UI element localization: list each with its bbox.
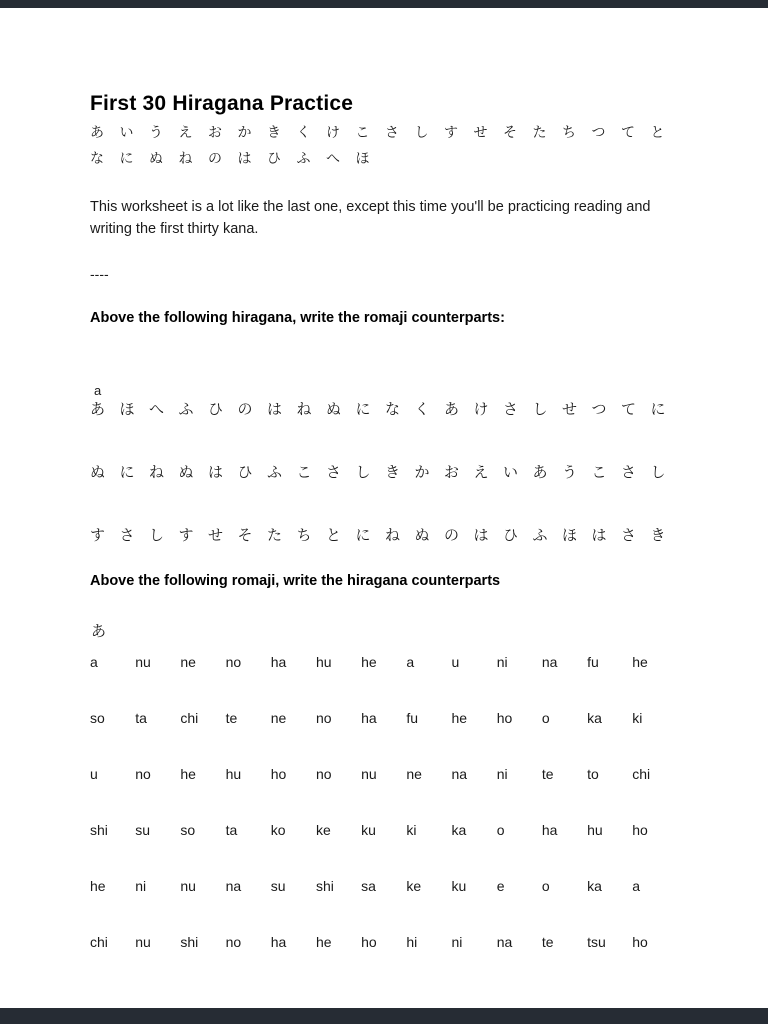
kana-char: い	[503, 464, 519, 481]
hiragana-practice-row-1	[90, 400, 698, 419]
kana-char: ぬ	[149, 150, 163, 166]
kana-char: に	[650, 401, 666, 418]
kana-char: き	[267, 124, 281, 140]
romaji-syllable: o	[541, 710, 550, 726]
kana-char: く	[414, 401, 430, 418]
kana-char: と	[326, 527, 342, 544]
kana-char: ち	[296, 527, 312, 544]
romaji-syllable: ho	[361, 934, 377, 950]
romaji-syllable: he	[361, 654, 377, 670]
romaji-syllable: he	[451, 710, 468, 726]
viewer-top-bar	[0, 0, 768, 8]
romaji-syllable: ha	[361, 710, 377, 726]
kana-char: の	[237, 401, 253, 418]
kana-char: え	[178, 124, 193, 140]
romaji-syllable: sa	[361, 878, 376, 894]
kana-char: せ	[562, 401, 578, 418]
romaji-syllable: chi	[90, 934, 108, 950]
kana-char: ひ	[237, 464, 253, 481]
romaji-syllable: ha	[270, 934, 287, 950]
romaji-syllable: shi	[180, 934, 199, 950]
romaji-syllable: a	[90, 654, 98, 670]
kana-char: に	[355, 527, 371, 544]
kana-char: つ	[591, 401, 607, 418]
kana-char: の	[208, 150, 222, 166]
kana-char: と	[650, 124, 665, 140]
romaji-syllable: tsu	[587, 934, 606, 950]
romaji-practice-row-6	[90, 934, 698, 950]
romaji-syllable: ne	[270, 710, 287, 726]
viewer-bottom-bar	[0, 1008, 768, 1024]
kana-char: お	[208, 124, 222, 140]
kana-char: さ	[503, 401, 519, 418]
romaji-syllable: so	[180, 822, 196, 838]
romaji-syllable: he	[315, 934, 332, 950]
romaji-syllable: shi	[90, 822, 108, 838]
romaji-syllable: ku	[451, 878, 467, 894]
kana-char: ひ	[503, 527, 519, 544]
romaji-syllable: hu	[225, 766, 242, 782]
romaji-syllable: na	[225, 878, 242, 894]
romaji-syllable: so	[90, 710, 105, 726]
romaji-syllable: nu	[180, 878, 196, 894]
kana-char: そ	[503, 124, 517, 140]
kana-char: て	[621, 401, 637, 418]
kana-char: た	[267, 527, 283, 544]
romaji-syllable: ka	[451, 822, 467, 838]
kana-char: ぬ	[178, 464, 194, 481]
romaji-syllable: ne	[406, 766, 422, 782]
kana-char: さ	[119, 527, 135, 544]
kana-char: け	[473, 401, 489, 418]
kana-char: う	[149, 124, 163, 140]
romaji-practice-row-4	[90, 822, 698, 838]
kana-char: か	[237, 124, 252, 140]
kana-char: き	[385, 464, 401, 481]
romaji-syllable: e	[496, 878, 505, 894]
romaji-syllable: ho	[632, 822, 648, 838]
kana-char: し	[414, 124, 429, 140]
kana-char: は	[473, 527, 489, 544]
romaji-syllable: nu	[361, 766, 377, 782]
kana-char: ね	[149, 464, 165, 481]
kana-char: ふ	[267, 464, 283, 481]
romaji-syllable: te	[225, 710, 238, 726]
kana-char: は	[267, 401, 283, 418]
kana-char: し	[355, 464, 371, 481]
romaji-practice-row-1	[90, 654, 698, 670]
romaji-syllable: he	[180, 766, 196, 782]
romaji-syllable: ka	[587, 710, 602, 726]
kana-char: あ	[444, 401, 460, 418]
romaji-syllable: nu	[135, 934, 151, 950]
romaji-syllable: a	[406, 654, 415, 670]
kana-char: あ	[532, 464, 548, 481]
intro-paragraph: This worksheet is a lot like the last one, except this time you'll be practicing reading and writing the first thirty kana.	[90, 199, 651, 237]
romaji-syllable: ki	[406, 822, 417, 838]
kana-reference-row-1	[90, 123, 698, 142]
kana-char: お	[444, 464, 460, 481]
romaji-practice-row-3	[90, 766, 698, 782]
kana-char: ふ	[178, 401, 194, 418]
section2-heading: Above the following romaji, write the hiragana counterparts	[90, 573, 501, 589]
kana-char: か	[414, 464, 430, 481]
romaji-syllable: ho	[496, 710, 513, 726]
kana-char: に	[119, 150, 134, 166]
romaji-syllable: te	[541, 766, 554, 782]
romaji-syllable: ho	[270, 766, 287, 782]
kana-char: く	[296, 124, 311, 140]
romaji-syllable: ne	[180, 654, 196, 670]
romaji-syllable: to	[587, 766, 599, 782]
kana-char: ひ	[208, 401, 224, 418]
kana-char: い	[119, 124, 134, 140]
kana-char: こ	[355, 124, 370, 140]
romaji-syllable: na	[496, 934, 513, 950]
romaji-syllable: na	[451, 766, 468, 782]
romaji-syllable: chi	[180, 710, 199, 726]
kana-char: せ	[208, 527, 224, 544]
section1-example-answer: a	[94, 383, 102, 398]
romaji-syllable: no	[135, 766, 151, 782]
kana-char: し	[149, 527, 165, 544]
worksheet-page	[0, 8, 768, 1008]
romaji-syllable: ke	[406, 878, 422, 894]
kana-char: し	[532, 401, 548, 418]
romaji-syllable: no	[315, 766, 332, 782]
romaji-syllable: ka	[587, 878, 602, 894]
kana-char: へ	[149, 401, 165, 418]
kana-char: の	[444, 527, 460, 544]
kana-char: て	[621, 124, 635, 140]
romaji-syllable: na	[541, 654, 558, 670]
romaji-syllable: o	[541, 878, 550, 894]
kana-char: さ	[326, 464, 342, 481]
kana-char: ひ	[267, 150, 281, 166]
kana-char: ほ	[355, 150, 370, 166]
kana-char: え	[473, 464, 489, 481]
romaji-syllable: ko	[270, 822, 286, 838]
kana-char: は	[591, 527, 607, 544]
kana-char: ね	[178, 150, 193, 166]
kana-reference-row-2	[90, 149, 698, 168]
kana-char: す	[444, 124, 458, 140]
hiragana-practice-row-2	[90, 463, 698, 482]
kana-char: し	[650, 464, 666, 481]
hiragana-practice-row-3	[90, 526, 698, 545]
romaji-syllable: u	[451, 654, 460, 670]
kana-char: に	[119, 464, 135, 481]
page-title: First 30 Hiragana Practice	[90, 92, 354, 115]
romaji-syllable: he	[632, 654, 648, 670]
kana-char: ぬ	[326, 401, 342, 418]
kana-char: な	[385, 401, 401, 418]
kana-char: う	[562, 464, 578, 481]
romaji-syllable: ni	[135, 878, 147, 894]
romaji-syllable: no	[315, 710, 332, 726]
romaji-syllable: ke	[315, 822, 331, 838]
romaji-syllable: ta	[225, 822, 238, 838]
romaji-syllable: ha	[270, 654, 287, 670]
kana-char: け	[326, 124, 340, 140]
kana-char: す	[90, 527, 106, 544]
romaji-syllable: chi	[632, 766, 651, 782]
romaji-syllable: ha	[541, 822, 558, 838]
kana-char: あ	[90, 401, 106, 418]
kana-char: そ	[237, 527, 253, 544]
kana-char: は	[237, 150, 252, 166]
romaji-syllable: ku	[361, 822, 376, 838]
kana-char: た	[532, 124, 547, 140]
kana-char: さ	[621, 527, 637, 544]
romaji-syllable: su	[270, 878, 286, 894]
kana-char: こ	[591, 464, 607, 481]
romaji-syllable: u	[90, 766, 98, 782]
section1-heading: Above the following hiragana, write the romaji counterparts:	[90, 310, 505, 326]
romaji-practice-row-5	[90, 878, 698, 894]
kana-char: こ	[296, 464, 312, 481]
romaji-syllable: hi	[406, 934, 418, 950]
romaji-syllable: ta	[135, 710, 147, 726]
romaji-syllable: nu	[135, 654, 151, 670]
romaji-syllable: fu	[406, 710, 418, 726]
kana-char: さ	[621, 464, 637, 481]
kana-char: せ	[473, 124, 488, 140]
romaji-syllable: he	[90, 878, 106, 894]
romaji-syllable: shi	[315, 878, 334, 894]
kana-char: あ	[90, 124, 104, 140]
romaji-syllable: o	[496, 822, 505, 838]
romaji-syllable: ni	[496, 654, 508, 670]
divider-dashes: ----	[90, 266, 109, 282]
romaji-syllable: ni	[451, 934, 463, 950]
romaji-syllable: su	[135, 822, 150, 838]
romaji-syllable: no	[225, 934, 242, 950]
section2-example-answer: あ	[91, 623, 107, 640]
romaji-syllable: a	[632, 878, 641, 894]
kana-char: す	[178, 527, 194, 544]
kana-char: ふ	[532, 527, 548, 544]
kana-char: き	[650, 527, 666, 544]
romaji-practice-row-2	[90, 710, 698, 726]
romaji-syllable: fu	[587, 654, 599, 670]
kana-char: ち	[562, 124, 576, 140]
kana-char: さ	[385, 124, 399, 140]
romaji-syllable: ki	[632, 710, 643, 726]
kana-char: ほ	[562, 527, 578, 544]
kana-char: ぬ	[90, 464, 106, 481]
kana-char: つ	[591, 124, 606, 140]
kana-char: ふ	[296, 150, 311, 166]
kana-char: ね	[296, 401, 312, 418]
kana-char: へ	[326, 150, 340, 166]
kana-char: ね	[385, 527, 401, 544]
kana-char: ほ	[119, 401, 135, 418]
kana-char: は	[208, 464, 224, 481]
romaji-syllable: hu	[587, 822, 603, 838]
romaji-syllable: te	[541, 934, 554, 950]
romaji-syllable: no	[225, 654, 242, 670]
romaji-syllable: hu	[315, 654, 332, 670]
romaji-syllable: ho	[632, 934, 648, 950]
romaji-syllable: ni	[496, 766, 508, 782]
kana-char: ぬ	[414, 527, 430, 544]
kana-char: に	[355, 401, 371, 418]
kana-char: な	[90, 150, 104, 166]
